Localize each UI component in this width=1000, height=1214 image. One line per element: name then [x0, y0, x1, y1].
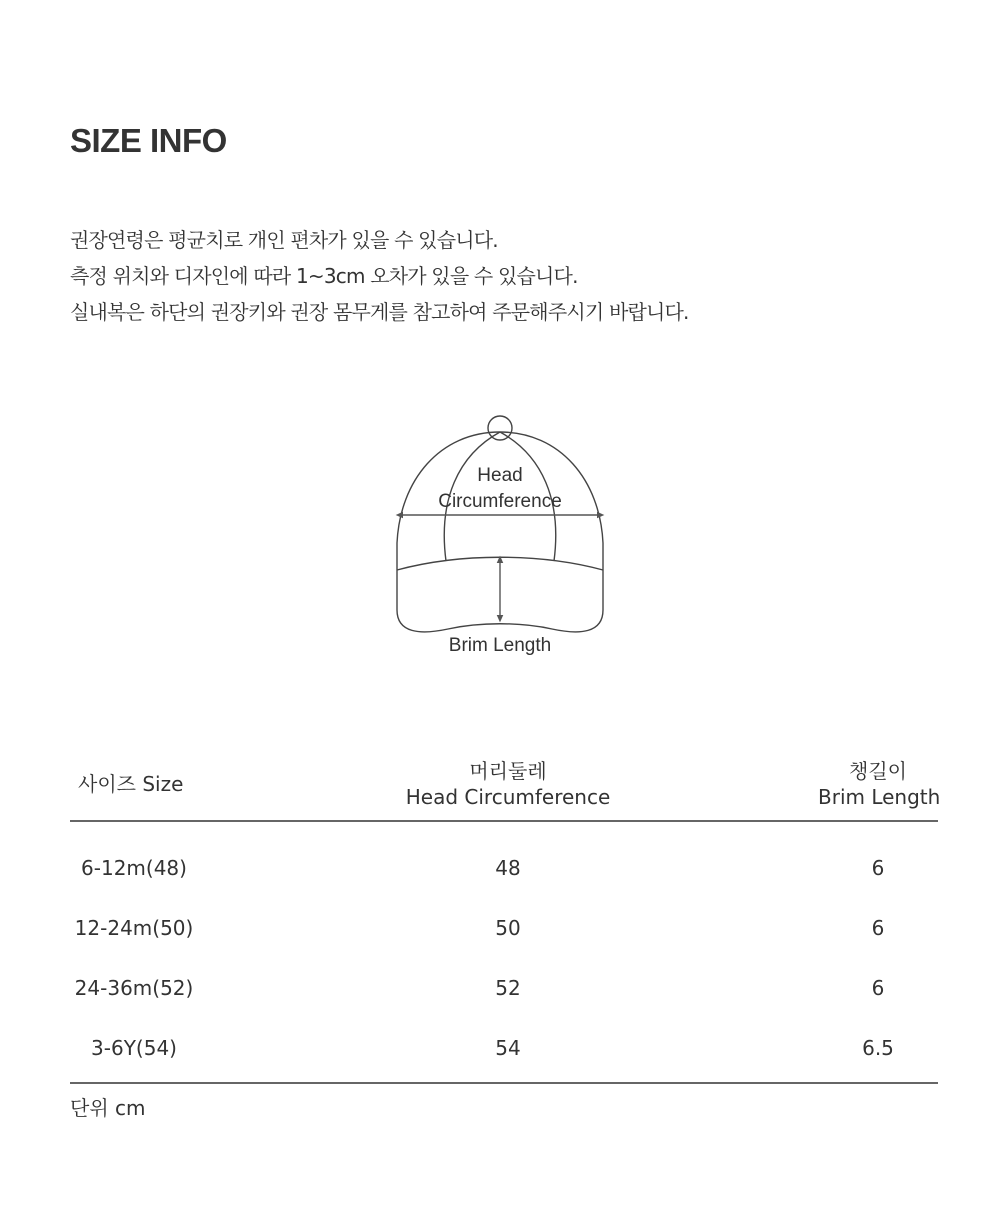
brim-cell: 6	[871, 916, 885, 940]
note-line: 실내복은 하단의 권장키와 권장 몸무게를 참고하여 주문해주시기 바랍니다.	[70, 300, 689, 324]
note-line: 권장연령은 평균치로 개인 편차가 있을 수 있습니다.	[70, 228, 498, 252]
brim-label: Brim Length	[448, 635, 552, 656]
head-cell: 50	[495, 916, 521, 940]
column-header-head-circumference: 머리둘레 Head Circumference	[198, 748, 818, 821]
table-row	[70, 898, 938, 958]
size-cell: 24-36m(52)	[74, 976, 194, 1000]
cap-measurement-diagram	[380, 405, 620, 665]
cap-illustration	[380, 405, 620, 665]
size-notes	[70, 222, 689, 330]
table-header-row	[70, 748, 938, 821]
size-cell: 12-24m(50)	[74, 916, 194, 940]
head-label-line1: Head	[477, 465, 523, 486]
size-table	[70, 748, 941, 1084]
head-cell: 48	[495, 856, 521, 880]
size-cell: 3-6Y(54)	[70, 1018, 198, 1083]
table-row	[70, 1018, 938, 1083]
note-line: 측정 위치와 디자인에 따라 1~3cm 오차가 있을 수 있습니다.	[70, 264, 578, 288]
head-cell: 52	[495, 976, 521, 1000]
page-title: SIZE INFO	[70, 122, 227, 159]
unit-note: 단위 cm	[70, 1096, 146, 1120]
column-header-brim-length: 챙길이 Brim Length	[818, 748, 938, 821]
size-cell: 6-12m(48)	[81, 856, 187, 880]
brim-cell: 6	[871, 856, 885, 880]
head-label-line2: Circumference	[438, 491, 562, 512]
brim-cell: 6.5	[818, 1018, 938, 1083]
column-header-size: 사이즈 Size	[70, 748, 198, 821]
head-cell: 54	[198, 1018, 818, 1083]
table-row	[70, 958, 938, 1018]
brim-cell: 6	[871, 976, 885, 1000]
table-row	[70, 821, 938, 898]
